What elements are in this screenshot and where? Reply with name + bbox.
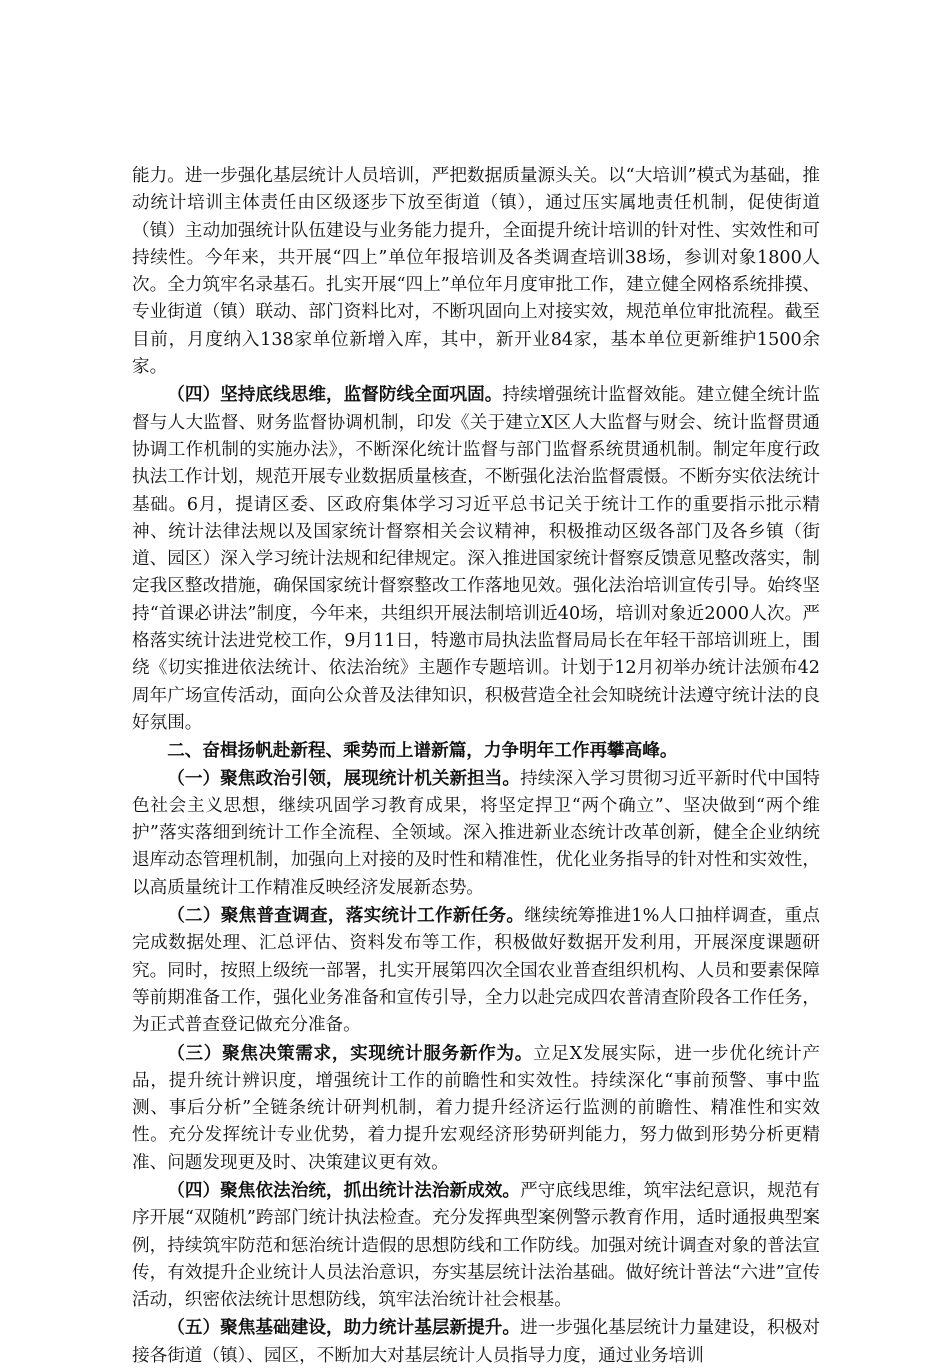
- paragraph-supervision: [132, 381, 820, 737]
- list-item-text: 继续统筹推进1%人口抽样调查，重点完成数据处理、汇总评估、资料发布等工作，积极做好数据开发利用，开展深度课题研究。同时，按照上级统一部署，扎实开展第四次全国农业普查组织机构、人员和要素保障等前期准备工作，强化业务准备和宣传引导，全力以赴完成四农普清查阶段各工作任务，为正式普查登记做充分准备。: [132, 906, 820, 1036]
- paragraph-continuation: [132, 163, 820, 381]
- list-item-law: [132, 1177, 820, 1314]
- list-item-text: 进一步强化基层统计力量建设，积极对接各街道（镇）、园区，不断加大对基层统计人员指导力度，通过业务培训: [132, 1318, 820, 1366]
- list-item-text: 立足X发展实际，进一步优化统计产品，提升统计辨识度，增强统计工作的前瞻性和实效性。持续深化“事前预警、事中监测、事后分析”全链条统计研判机制，着力提升经济运行监测的前瞻性、精准性和实效性。充分发挥统计专业优势，着力提升宏观经济形势研判能力，努力做到形势分析更精准、问题发现更及时、决策建议更有效。: [132, 1043, 820, 1173]
- section-heading: 二、奋楫扬帆赴新程、乘势而上谱新篇，力争明年工作再攀高峰。: [167, 740, 678, 762]
- paragraph-text: 持续增强统计监督效能。建立健全统计监督与人大监督、财务监督协调机制，印发《关于建立X区人大监督与财会、统计监督贯通协调工作机制的实施办法》，不断深化统计监督与部门监督系统贯通机制。制定年度行政执法工作计划，规范开展专业数据质量核查，不断强化法治监督震慑。不断夯实依法统计基础。6月，提请区委、区政府集体学习习近平总书记关于统计工作的重要指示批示精神、统计法律法规以及国家统计督察相关会议精神，积极推动区级各部门及各乡镇（街道、园区）深入学习统计法规和纪律规定。深入推进国家统计督察反馈意见整改落实，制定我区整改措施，确保国家统计督察整改工作落地见效。强化法治培训宣传引导。始终坚持“首课必讲法”制度，今年来，共组织开展法制培训近40场，培训对象近2000人次。严格落实统计法进党校工作，9月11日，特邀市局执法监督局局长在年轻干部培训班上，围绕《切实推进依法统计、依法治统》主题作专题培训。计划于12月初举办统计法颁布42周年广场宣传活动，面向公众普及法律知识，积极营造全社会知晓统计法遵守统计法的良好氛围。: [132, 385, 820, 733]
- list-item-census: [132, 902, 820, 1039]
- list-item-lead: （二）聚焦普查调查，落实统计工作新任务。: [167, 905, 525, 927]
- list-item-lead: （四）聚焦依法治统，抓出统计法治新成效。: [167, 1179, 521, 1201]
- list-item-text: 持续深入学习贯彻习近平新时代中国特色社会主义思想，继续巩固学习教育成果，将坚定捍卫“两个确立”、坚决做到“两个维护”落实落细到统计工作全流程、全领域。深入推进新业态统计改革创新，健全企业纳统退库动态管理机制，加强向上对接的及时性和精准性，优化业务指导的针对性和实效性，以高质量统计工作精准反映经济发展新态势。: [132, 768, 820, 898]
- document-page: [132, 163, 820, 1370]
- list-item-political: [132, 765, 820, 902]
- list-item-decision: [132, 1040, 820, 1177]
- list-item-grassroots: [132, 1314, 820, 1370]
- list-item-lead: （五）聚焦基础建设，助力统计基层新提升。: [167, 1317, 521, 1339]
- paragraph-lead: （四）坚持底线思维，监督防线全面巩固。: [167, 384, 503, 406]
- list-item-lead: （三）聚焦决策需求，实现统计服务新作为。: [167, 1042, 534, 1064]
- paragraph-text: 能力。进一步强化基层统计人员培训，严把数据质量源头关。以“大培训”模式为基础，推动统计培训主体责任由区级逐步下放至街道（镇），通过压实属地责任机制，促使街道（镇）主动加强统计队伍建设与业务能力提升，全面提升统计培训的针对性、实效性和可持续性。今年来，共开展“四上”单位年报培训及各类调查培训38场，参训对象1800人次。全力筑牢名录基石。扎实开展“四上”单位年月度审批工作，建立健全网格系统排摸、专业街道（镇）联动、部门资料比对，不断巩固向上对接实效，规范单位审批流程。截至目前，月度纳入138家单位新增入库，其中，新开业84家，基本单位更新维护1500余家。: [132, 166, 820, 378]
- list-item-lead: （一）聚焦政治引领，展现统计机关新担当。: [167, 767, 521, 789]
- list-item-text: 严守底线思维，筑牢法纪意识，规范有序开展“双随机”跨部门统计执法检查。充分发挥典型案例警示教育作用，适时通报典型案例，持续筑牢防范和惩治统计造假的思想防线和工作防线。加强对统计调查对象的普法宣传，有效提升企业统计人员法治意识，夯实基层统计法治基础。做好统计普法“六进”宣传活动，织密依法统计思想防线，筑牢法治统计社会根基。: [132, 1180, 820, 1311]
